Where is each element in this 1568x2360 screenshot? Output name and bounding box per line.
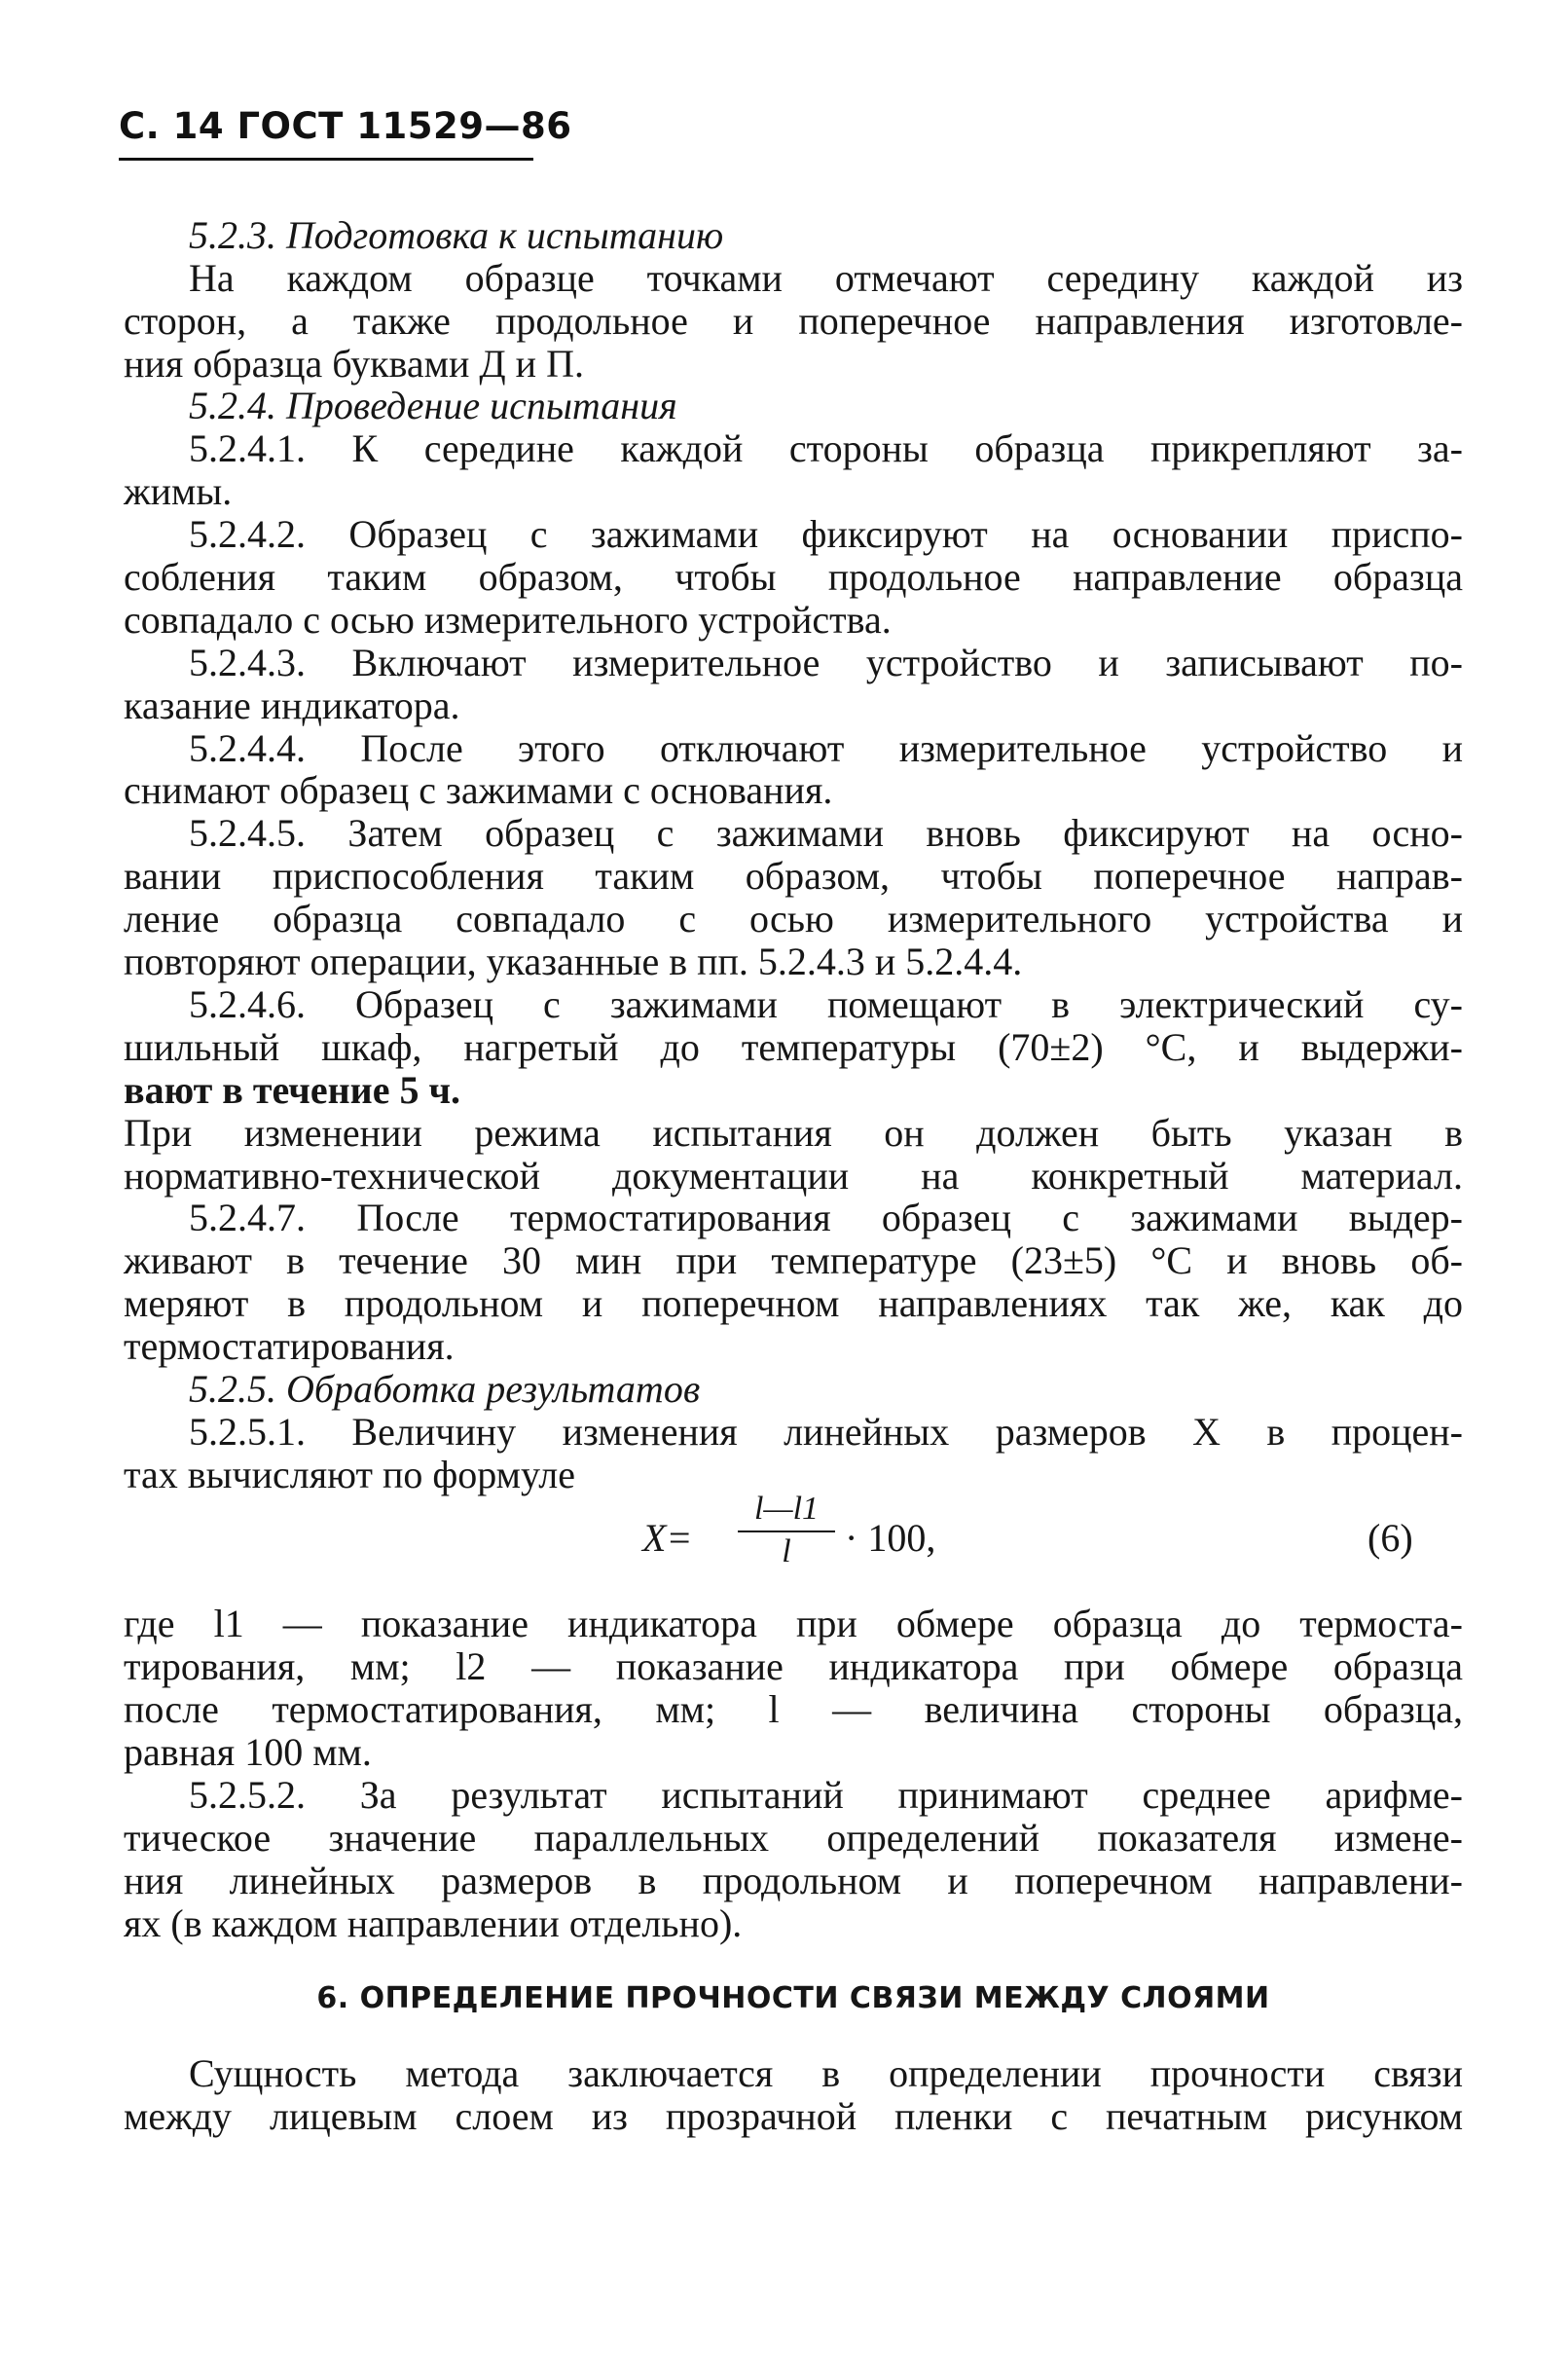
text-line: 5.2.4.3. Включают измерительное устройство и записывают по-: [189, 641, 1463, 684]
subsection-title: 5.2.4. Проведение испытания: [189, 384, 677, 427]
text-line: повторяют операции, указанные в пп. 5.2.4.3 и 5.2.4.4.: [124, 940, 1023, 983]
text-line: ния образца буквами Д и П.: [124, 342, 584, 386]
text-line: Сущность метода заключается в определении прочности связи: [189, 2051, 1463, 2095]
text-line: сторон, а также продольное и поперечное направления изготовле-: [124, 299, 1463, 343]
text-line: тах вычисляют по формуле: [124, 1453, 575, 1496]
text-line: 5.2.4.2. Образец с зажимами фиксируют на основании приспо-: [189, 512, 1463, 556]
text-line: 5.2.5.1. Величину изменения линейных размеров X в процен-: [189, 1410, 1463, 1454]
formula-number: (6): [1367, 1516, 1413, 1560]
subsection-title: 5.2.5. Обработка результатов: [189, 1367, 701, 1411]
text-line: нормативно-технической документации на конкретный материал.: [124, 1154, 1463, 1198]
text-line: жимы.: [124, 469, 233, 513]
text-line: 5.2.4.1. К середине каждой стороны образца прикрепляют за-: [189, 426, 1463, 470]
text-line: 5.2.4.6. Образец с зажимами помещают в электрический су-: [189, 982, 1463, 1026]
text-line: снимают образец с зажимами с основания.: [124, 768, 833, 812]
subsection-title: 5.2.3. Подготовка к испытанию: [189, 213, 724, 257]
text-line: совпадало с осью измерительного устройства.: [124, 598, 892, 642]
text-line: вают в течение 5 ч.: [124, 1068, 461, 1112]
text-line: На каждом образце точками отмечают середину каждой из: [189, 256, 1463, 300]
text-line: тическое значение параллельных определений показателя измене-: [124, 1816, 1463, 1860]
formula-fraction: [738, 1490, 835, 1571]
text-line: шильный шкаф, нагретый до температуры (70±2) °С, и выдержи-: [124, 1025, 1463, 1069]
text-line: между лицевым слоем из прозрачной пленки с печатным рисунком: [124, 2094, 1463, 2138]
header-rule: [119, 158, 533, 161]
formula-numerator: l—l1: [753, 1491, 820, 1527]
formula-lhs: X=: [642, 1516, 693, 1560]
text-line: ния линейных размеров в продольном и поперечном направлени-: [124, 1859, 1463, 1902]
text-line: после термостатирования, мм; l — величина стороны образца,: [124, 1687, 1463, 1731]
text-line: собления таким образом, чтобы продольное направление образца: [124, 555, 1463, 599]
text-line: 5.2.5.2. За результат испытаний принимают среднее арифме-: [189, 1773, 1463, 1817]
text-line: ление образца совпадало с осью измерительного устройства и: [124, 897, 1463, 940]
formula-tail: · 100,: [845, 1516, 936, 1560]
text-line: казание индикатора.: [124, 683, 460, 727]
text-line: где l1 — показание индикатора при обмере образца до термоста-: [124, 1602, 1463, 1645]
formula-denominator: l: [782, 1533, 791, 1569]
text-line: 5.2.4.7. После термостатирования образец с зажимами выдер-: [189, 1196, 1463, 1239]
section-heading: 6. ОПРЕДЕЛЕНИЕ ПРОЧНОСТИ СВЯЗИ МЕЖДУ СЛОЯМИ: [316, 1981, 1270, 2015]
text-line: 5.2.4.4. После этого отключают измерительное устройство и: [189, 726, 1463, 770]
text-line: равная 100 мм.: [124, 1730, 372, 1774]
text-line: вании приспособления таким образом, чтобы поперечное направ-: [124, 854, 1463, 898]
text-line: тирования, мм; l2 — показание индикатора при обмере образца: [124, 1644, 1463, 1688]
text-line: ях (в каждом направлении отдельно).: [124, 1901, 743, 1945]
text-line: При изменении режима испытания он должен быть указан в: [124, 1111, 1463, 1155]
text-line: меряют в продольном и поперечном направлениях так же, как до: [124, 1281, 1463, 1325]
page-header: С. 14 ГОСТ 11529—86: [119, 105, 572, 147]
text-line: живают в течение 30 мин при температуре (23±5) °С и вновь об-: [124, 1238, 1463, 1282]
text-line: термостатирования.: [124, 1324, 455, 1368]
text-line: 5.2.4.5. Затем образец с зажимами вновь фиксируют на осно-: [189, 811, 1463, 855]
